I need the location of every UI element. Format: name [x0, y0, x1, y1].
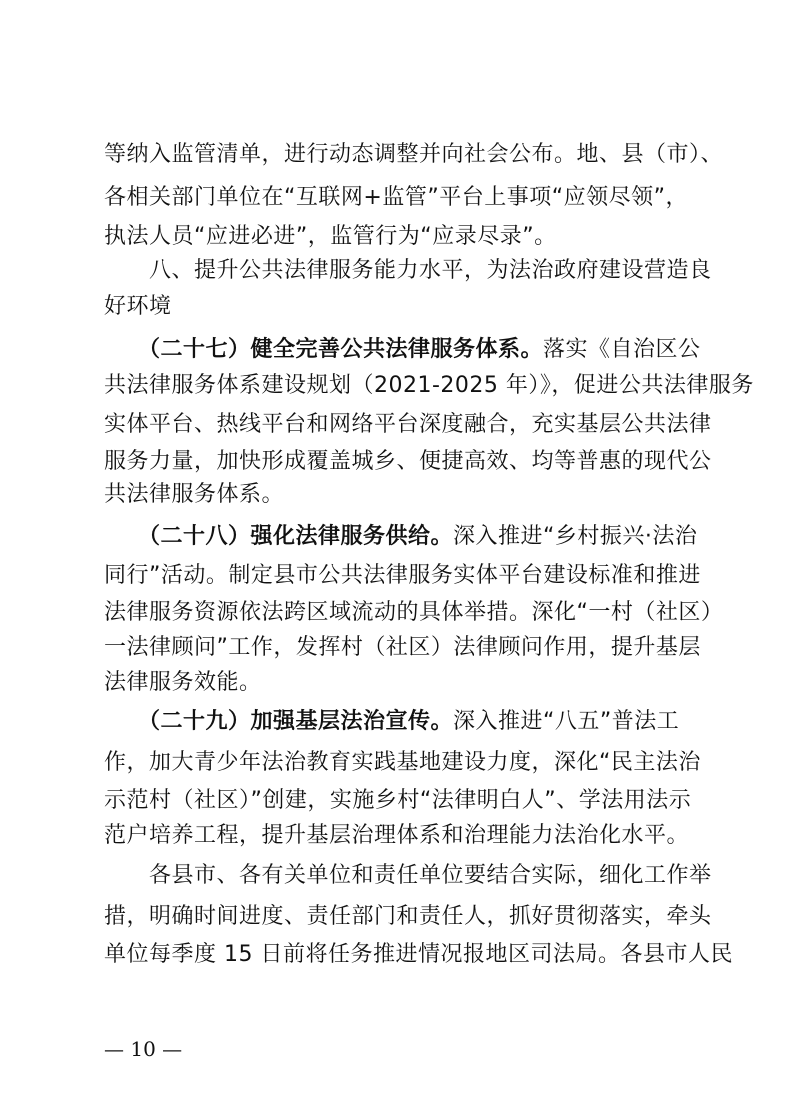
text-line: 一法律顾问”工作，发挥村（社区）法律顾问作用，提升基层: [104, 635, 701, 660]
section-heading: 好环境: [104, 294, 172, 319]
item-28-title: （二十八）强化法律服务供给。: [104, 524, 454, 549]
text-line: 实体平台、热线平台和网络平台深度融合，充实基层公共法律: [104, 412, 712, 437]
item-27-title: （二十七）健全完善公共法律服务体系。: [104, 337, 544, 362]
text-line: 各相关部门单位在“互联网+监管”平台上事项“应领尽领”，: [104, 185, 689, 210]
text-line: 执法人员“应进必进”，监管行为“应录尽录”。: [104, 224, 557, 249]
page-number: — 10 —: [104, 1037, 183, 1061]
text-line: 共法律服务体系。: [104, 482, 285, 507]
text-line: 法律服务效能。: [104, 670, 262, 695]
item-28-first-line: [104, 522, 704, 552]
text-line: 单位每季度 15 日前将任务推进情况报地区司法局。各县市人民: [104, 942, 733, 967]
text-line: 措，明确时间进度、责任部门和责任人，抓好贯彻落实，牵头: [104, 904, 712, 929]
item-29-title: （二十九）加强基层法治宣传。: [104, 709, 454, 734]
text-line: 共法律服务体系建设规划（2021-2025 年）》，促进公共法律服务: [104, 373, 754, 398]
item-29-first-line: [104, 707, 704, 737]
text-line: 各县市、各有关单位和责任单位要结合实际，细化工作举: [104, 863, 712, 888]
text-line: 作，加大青少年法治教育实践基地建设力度，深化“民主法治: [104, 750, 701, 775]
text-line: 同行”活动。制定县市公共法律服务实体平台建设标准和推进: [104, 563, 701, 588]
text-line: 示范村（社区）”创建，实施乡村“法律明白人”、学法用法示: [104, 788, 692, 813]
item-28-body: 深入推进“乡村振兴·法治: [453, 524, 698, 549]
text-line: 法律服务资源依法跨区域流动的具体举措。深化“一村（社区）: [104, 600, 724, 625]
item-27-first-line: [104, 335, 704, 365]
section-heading: 八、提升公共法律服务能力水平，为法治政府建设营造良: [104, 258, 712, 283]
text-line: 等纳入监管清单，进行动态调整并向社会公布。地、县（市）、: [104, 142, 724, 167]
text-line: 范户培养工程，提升基层治理体系和治理能力法治化水平。: [104, 823, 690, 848]
item-29-body: 深入推进“八五”普法工: [453, 709, 680, 734]
item-27-body: 落实《自治区公: [543, 337, 701, 362]
text-line: 服务力量，加快形成覆盖城乡、便捷高效、均等普惠的现代公: [104, 449, 712, 474]
